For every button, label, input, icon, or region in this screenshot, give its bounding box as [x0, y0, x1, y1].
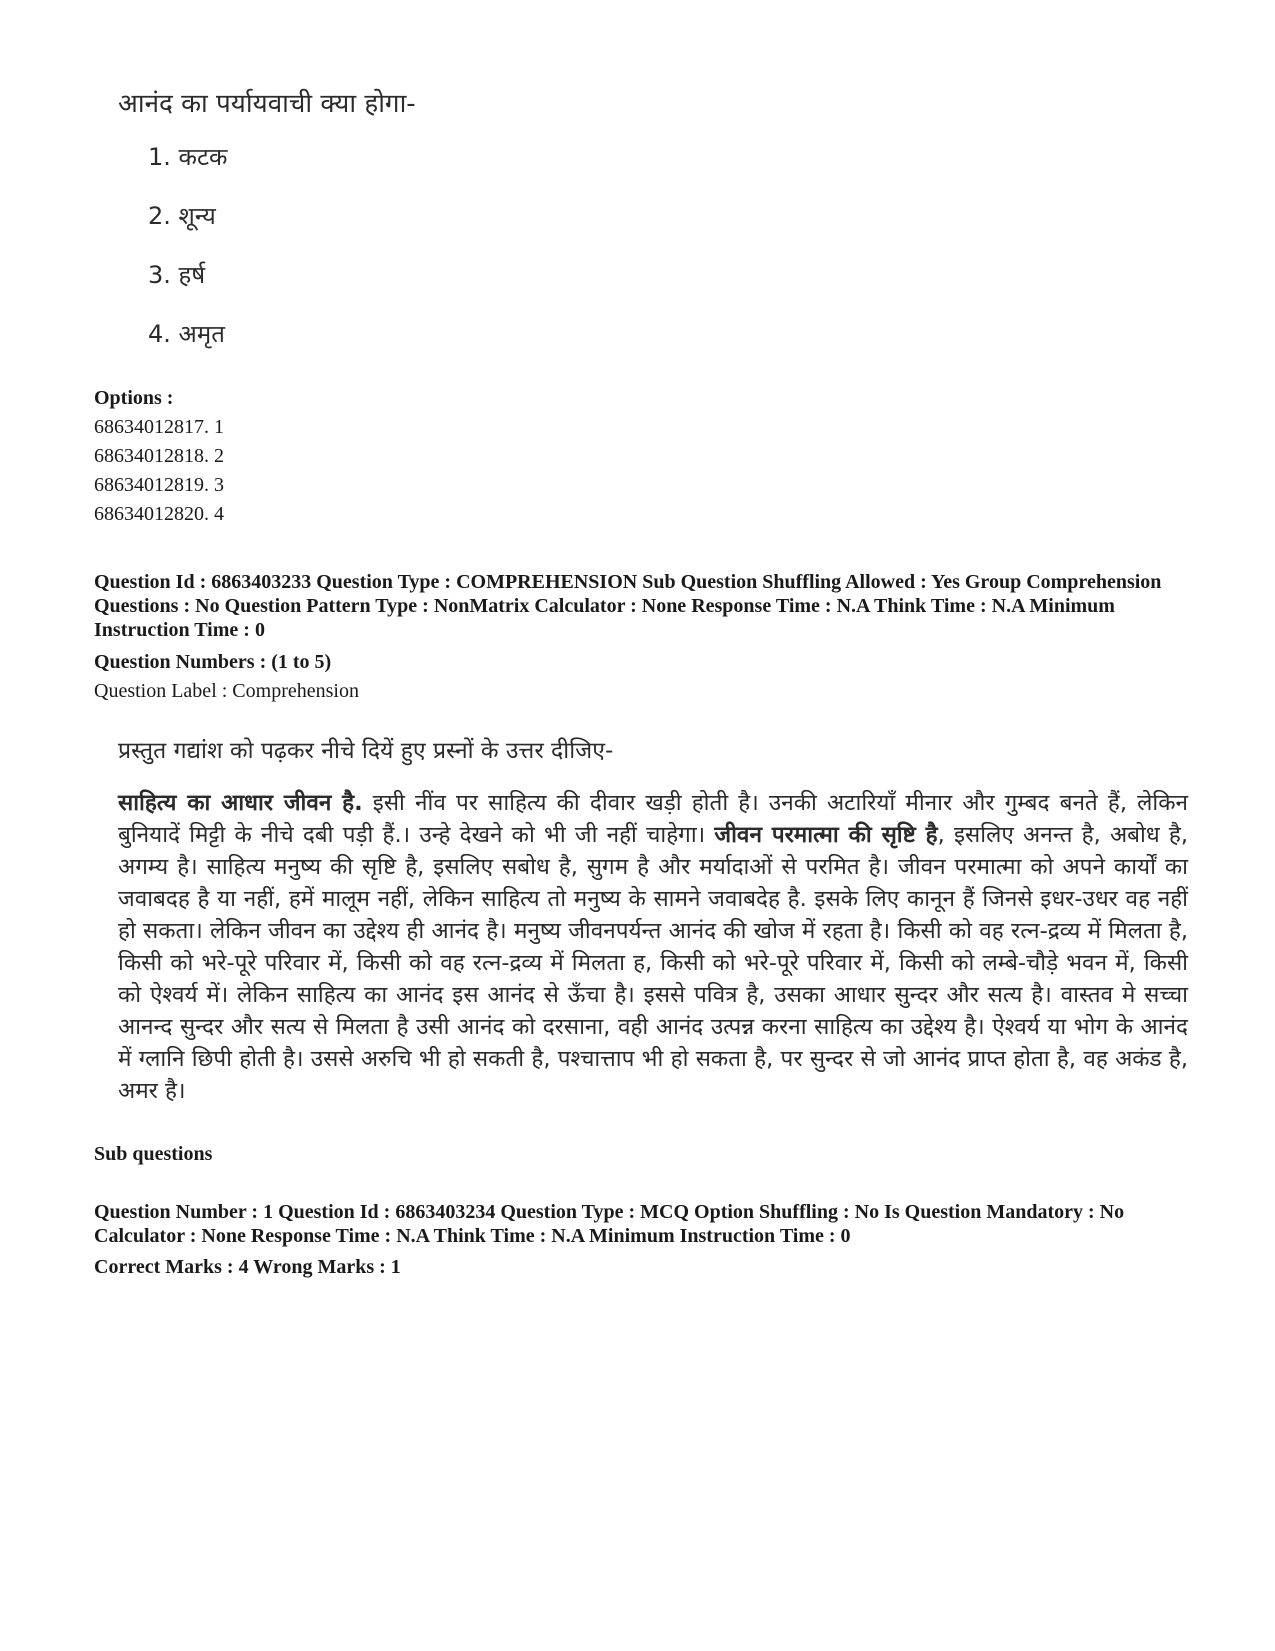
options-heading: Options :	[94, 387, 174, 409]
choice-4: 4. अमृत	[148, 320, 225, 348]
option-item-4: 68634012820. 4	[94, 503, 224, 525]
options-block	[94, 384, 224, 529]
passage-body	[118, 787, 1188, 1107]
question-choices	[148, 140, 228, 376]
choice-3: 3. हर्ष	[148, 261, 206, 289]
question-prompt: आनंद का पर्यायवाची क्या होगा-	[118, 89, 416, 119]
sub-questions-heading: Sub questions	[94, 1143, 213, 1165]
question-label: Question Label : Comprehension	[94, 680, 359, 702]
passage-text-1: इसी नींव पर साहित्य की दीवार खड़ी होती है। उनकी अटारियाँ मीनार और गुम्बद बनते हैं, लेकिन बुनियादें मिट्टी के नीचे दबी पड़ी हैं.। उन्हे देखने को भी जी नहीं चाहेगा।	[118, 790, 1188, 848]
choice-1: 1. कटक	[148, 143, 228, 171]
passage-intro: प्रस्तुत गद्यांश को पढ़कर नीचे दियें हुए प्रस्नों के उत्तर दीजिए-	[118, 738, 614, 764]
marks-line: Correct Marks : 4 Wrong Marks : 1	[94, 1256, 401, 1278]
option-item-2: 68634012818. 2	[94, 445, 224, 467]
question-numbers: Question Numbers : (1 to 5)	[94, 651, 332, 673]
passage	[118, 735, 1188, 1107]
passage-bold-start: साहित्य का आधार जीवन है.	[118, 790, 363, 816]
sub-question-meta: Question Number : 1 Question Id : 6863403234 Question Type : MCQ Option Shuffling : No Is Question Mandatory : No Calculator : None Response Time : N.A Think Time : N.A Minimum Instruction Time : 0	[94, 1201, 1125, 1247]
passage-bold-mid: जीवन परमात्मा की सृष्टि है	[714, 822, 938, 848]
passage-text-2: , इसलिए अनन्त है, अबोध है, अगम्य है। साहित्य मनुष्य की सृष्टि है, इसलिए सबोध है, सुगम है और मर्यादाओं से परमित है। जीवन परमात्मा को अपने कार्यों का जवाबदह है या नहीं, हमें मालूम नहीं, लेकिन साहित्य तो मनुष्य के सामने जवाबदेह है. इसके लिए कानून हैं जिनसे इधर-उधर वह नहीं हो सकता। लेकिन जीवन का उद्देश्य ही आनंद है। मनुष्य जीवनपर्यन्त आनंद की खोज में रहता है। किसी को वह रत्न-द्रव्य में मिलता है, किसी को भरे-पूरे परिवार में, किसी को वह रत्न-द्रव्य में मिलता ह, किसी को भरे-पूरे परिवार में, किसी को लम्बे-चौड़े भवन में, किसी को ऐश्वर्य में। लेकिन साहित्य का आनंद इस आनंद से ऊँचा है। इससे पवित्र है, उसका आधार सुन्दर और सत्य है। वास्तव मे सच्चा आनन्द सुन्दर और सत्य से मिलता है उसी आनंद को दरसाना, वही आनंद उत्पन्न करना साहित्य का उद्देश्य है। ऐश्वर्य या भोग के आनंद में ग्लानि छिपी होती है। उससे अरुचि भी हो सकती है, पश्चात्ताप भी हो सकता है, पर सुन्दर से जो आनंद प्राप्त होता है, वह अकंड है, अमर है।	[118, 822, 1188, 1104]
option-item-3: 68634012819. 3	[94, 474, 224, 496]
comprehension-meta: Question Id : 6863403233 Question Type : COMPREHENSION Sub Question Shuffling Allowed : Yes Group Comprehension Questions : No Question Pattern Type : NonMatrix Calculator : None Response Time : N.A Think Time : N.A Minimum Instruction Time : 0	[94, 571, 1162, 641]
choice-2: 2. शून्य	[148, 202, 216, 230]
option-item-1: 68634012817. 1	[94, 416, 224, 438]
